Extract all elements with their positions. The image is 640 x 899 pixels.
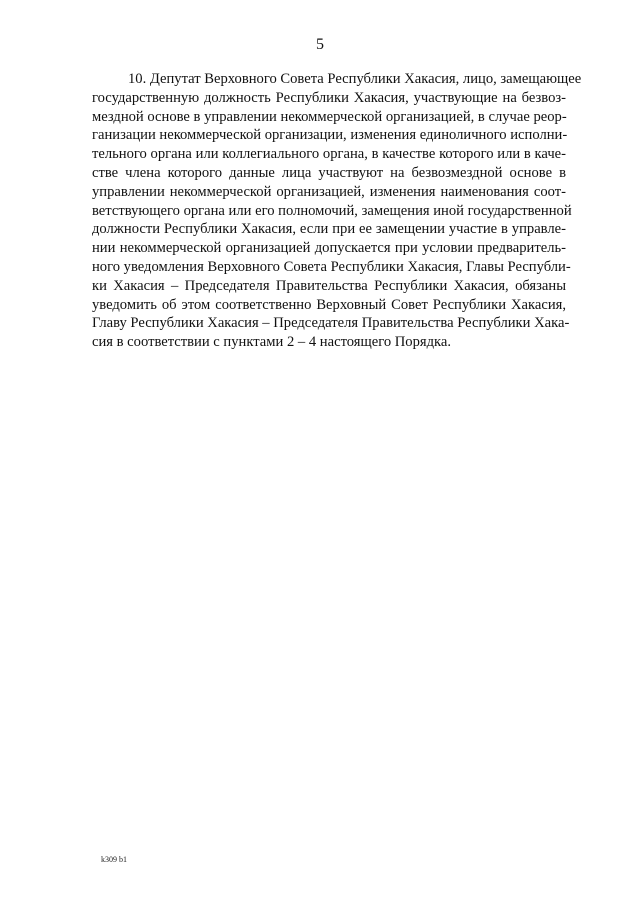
paragraph-line: ного уведомления Верховного Совета Республики Хакасия, Главы Республи-: [92, 258, 571, 275]
paragraph-line: ветствующего органа или его полномочий, замещения иной государственной: [92, 202, 572, 219]
paragraph-line: управлении некоммерческой организацией, изменения наименования соот-: [92, 183, 566, 200]
paragraph-line: стве члена которого данные лица участвуют на безвозмездной основе в: [92, 164, 566, 181]
paragraph-line: государственную должность Республики Хакасия, участвующие на безвоз-: [92, 89, 566, 106]
paragraph-10: [92, 70, 582, 352]
paragraph-line: 10. Депутат Верховного Совета Республики Хакасия, лицо, замещающее: [128, 71, 582, 87]
paragraph-line: уведомить об этом соответственно Верховный Совет Республики Хакасия,: [92, 296, 566, 313]
paragraph-line: сия в соответствии с пунктами 2 – 4 настоящего Порядка.: [92, 334, 452, 351]
paragraph-line: ки Хакасия – Председателя Правительства Республики Хакасия, обязаны: [92, 277, 566, 294]
paragraph-line: ганизации некоммерческой организации, изменения единоличного исполни-: [92, 127, 568, 144]
footer-document-code: k309 b1: [101, 855, 127, 864]
paragraph-line: мездной основе в управлении некоммерческой организацией, в случае реор-: [92, 108, 567, 125]
paragraph-line: должности Республики Хакасия, если при ее замещении участие в управле-: [92, 221, 566, 238]
paragraph-line: нии некоммерческой организацией допускается при условии предваритель-: [92, 240, 566, 257]
page-number: 5: [316, 36, 324, 53]
paragraph-line: Главу Республики Хакасия – Председателя Правительства Республики Хака-: [92, 315, 570, 332]
paragraph-line: тельного органа или коллегиального органа, в качестве которого или в каче-: [92, 146, 566, 163]
